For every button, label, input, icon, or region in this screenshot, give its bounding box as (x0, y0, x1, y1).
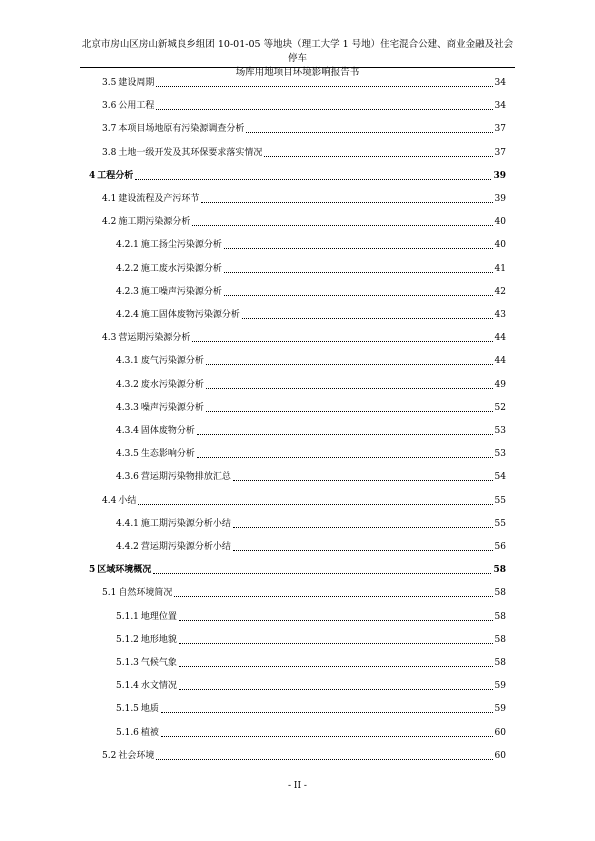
toc-dot-leader (156, 109, 492, 110)
toc-entry-title: 社会环境 (118, 750, 155, 761)
toc-entry-number: 4.3.3 (116, 402, 139, 413)
toc-entry[interactable] (116, 308, 506, 322)
toc-entry-number: 3.8 (102, 147, 117, 158)
toc-entry-title: 施工废水污染源分析 (140, 263, 222, 274)
toc-dot-leader (246, 132, 492, 133)
toc-entry-title: 施工扬尘污染源分析 (140, 240, 222, 251)
toc-entry-title: 小结 (118, 495, 137, 506)
toc-entry-title: 地理位置 (140, 611, 177, 622)
toc-entry[interactable] (116, 424, 506, 438)
toc-entry-page: 37 (494, 147, 506, 158)
toc-entry-title: 气候气象 (140, 658, 177, 668)
toc-entry-title: 施工期污染源分析小结 (140, 518, 231, 529)
toc-entry-title: 植被 (140, 727, 159, 738)
toc-entry-number: 4.2.4 (116, 310, 139, 320)
toc-entry-page: 37 (494, 124, 506, 135)
toc-entry-page: 59 (494, 704, 506, 715)
toc-entry-number: 5.1.5 (116, 704, 139, 715)
toc-dot-leader (264, 156, 492, 157)
toc-dot-leader (206, 364, 493, 365)
toc-entry-page: 52 (494, 402, 506, 413)
toc-entry-page: 34 (494, 78, 506, 88)
toc-entry-title: 营运期污染物排放汇总 (140, 472, 231, 483)
toc-entry-number: 5.1.4 (116, 681, 139, 692)
toc-entry-number: 4.4 (102, 495, 117, 506)
toc-dot-leader (135, 179, 491, 180)
toc-entry[interactable] (116, 679, 506, 693)
toc-entry[interactable] (116, 447, 506, 461)
toc-entry-title: 废水污染源分析 (140, 379, 204, 390)
toc-entry-page: 54 (494, 472, 506, 483)
toc-entry-page: 49 (494, 379, 506, 390)
toc-entry-number: 4.3 (102, 333, 117, 344)
toc-entry-page: 39 (494, 194, 506, 204)
toc-dot-leader (156, 759, 492, 760)
toc-entry-title: 公用工程 (118, 101, 155, 112)
toc-dot-leader (197, 434, 493, 435)
toc-entry-page: 53 (494, 426, 506, 436)
toc-entry-number: 5.1.2 (116, 634, 139, 645)
toc-entry-number: 4.3.6 (116, 472, 139, 483)
toc-entry-number: 4.3.4 (116, 426, 139, 436)
toc-dot-leader (233, 550, 493, 551)
toc-entry-page: 58 (494, 588, 506, 599)
toc-entry-number: 3.5 (102, 78, 117, 88)
toc-entry-page: 58 (494, 634, 506, 645)
toc-entry[interactable] (116, 517, 506, 531)
toc-entry-title: 工程分析 (97, 170, 134, 181)
toc-dot-leader (161, 712, 493, 713)
toc-entry-number: 5.1.1 (116, 611, 139, 622)
toc-entry-page: 41 (494, 263, 506, 274)
toc-dot-leader (161, 736, 493, 737)
toc-entry[interactable] (116, 610, 506, 624)
toc-entry-number: 4.3.5 (116, 449, 139, 460)
toc-dot-leader (192, 225, 492, 226)
toc-entry[interactable] (116, 238, 506, 252)
toc-entry[interactable] (102, 749, 506, 763)
toc-entry[interactable] (89, 169, 506, 183)
toc-entry[interactable] (102, 146, 506, 160)
toc-entry-title: 营运期污染源分析 (118, 333, 191, 344)
toc-entry-title: 生态影响分析 (140, 449, 195, 460)
toc-dot-leader (197, 457, 493, 458)
toc-entry-title: 本项目场地原有污染源调查分析 (118, 124, 245, 135)
toc-dot-leader (156, 86, 492, 87)
toc-entry-number: 5 (89, 565, 96, 576)
toc-entry-title: 营运期污染源分析小结 (140, 542, 231, 552)
toc-entry-page: 40 (494, 217, 506, 228)
toc-entry-page: 60 (494, 727, 506, 738)
toc-entry[interactable] (102, 331, 506, 345)
toc-entry-title: 地形地貌 (140, 634, 177, 645)
toc-entry-number: 3.6 (102, 101, 117, 112)
toc-dot-leader (224, 248, 493, 249)
toc-entry-page: 58 (494, 611, 506, 622)
toc-dot-leader (233, 480, 493, 481)
toc-entry[interactable] (102, 99, 506, 113)
toc-entry-number: 4.1 (102, 194, 117, 204)
toc-entry[interactable] (102, 215, 506, 229)
header-title-line1: 北京市房山区房山新城良乡组团 10-01-05 等地块（理工大学 1 号地）住宅混合公建、商业金融及社会停车 (81, 39, 514, 64)
toc-entry[interactable] (116, 540, 506, 554)
toc-entry-title: 废气污染源分析 (140, 356, 204, 367)
toc-entry-page: 40 (494, 240, 506, 251)
toc-entry-number: 5.1.3 (116, 658, 139, 668)
toc-entry-number: 4.3.2 (116, 379, 139, 390)
toc-entry[interactable] (102, 586, 506, 600)
toc-entry[interactable] (89, 563, 506, 577)
toc-entry[interactable] (102, 192, 506, 206)
toc-entry-number: 4.4.2 (116, 542, 139, 552)
toc-entry-page: 59 (494, 681, 506, 692)
toc-entry[interactable] (116, 726, 506, 740)
toc-entry[interactable] (116, 656, 506, 670)
toc-entry-number: 4.2.1 (116, 240, 139, 251)
toc-entry-page: 55 (494, 518, 506, 529)
page-number: - II - (288, 781, 307, 791)
toc-entry-title: 施工噪声污染源分析 (140, 286, 222, 297)
toc-entry-title: 建设周期 (118, 78, 155, 88)
toc-dot-leader (206, 388, 493, 389)
toc-entry[interactable] (102, 494, 506, 508)
toc-entry[interactable] (116, 702, 506, 716)
toc-entry-page: 60 (494, 750, 506, 761)
toc-entry-number: 5.1 (102, 588, 117, 599)
toc-entry[interactable] (116, 262, 506, 276)
toc-entry[interactable] (116, 354, 506, 368)
toc-entry[interactable] (116, 633, 506, 647)
toc-entry-title: 区域环境概况 (97, 565, 152, 576)
toc-dot-leader (224, 295, 493, 296)
toc-entry-number: 3.7 (102, 124, 117, 135)
toc-entry[interactable] (116, 378, 506, 392)
toc-entry-title: 建设流程及产污环节 (118, 194, 200, 204)
toc-entry-number: 4.4.1 (116, 518, 139, 529)
toc-entry-page: 58 (493, 565, 506, 576)
toc-entry-title: 施工期污染源分析 (118, 217, 191, 228)
toc-entry-number: 5.1.6 (116, 727, 139, 738)
toc-entry-page: 55 (494, 495, 506, 506)
header-title-line2: 场库用地项目环境影响报告书 (235, 67, 360, 78)
toc-dot-leader (179, 689, 493, 690)
toc-dot-leader (224, 272, 493, 273)
toc-entry[interactable] (102, 76, 506, 90)
toc-entry-title: 固体废物分析 (140, 426, 195, 436)
toc-dot-leader (174, 596, 492, 597)
toc-dot-leader (192, 341, 492, 342)
toc-entry-title: 地质 (140, 704, 159, 715)
toc-entry-number: 4.2.2 (116, 263, 139, 274)
toc-dot-leader (179, 643, 493, 644)
toc-dot-leader (179, 620, 493, 621)
toc-entry[interactable] (102, 122, 506, 136)
toc-entry-number: 4.2.3 (116, 286, 139, 297)
toc-entry-number: 4 (89, 170, 96, 181)
toc-entry-title: 土地一级开发及其环保要求落实情况 (118, 147, 263, 158)
toc-entry-title: 水文情况 (140, 681, 177, 692)
toc-dot-leader (138, 504, 492, 505)
toc-dot-leader (153, 573, 491, 574)
toc-entry[interactable] (116, 470, 506, 484)
toc-entry-page: 39 (493, 170, 506, 181)
toc-entry-title: 施工固体废物污染源分析 (140, 310, 240, 320)
toc-entry-page: 34 (494, 101, 506, 112)
toc-dot-leader (233, 527, 493, 528)
toc-entry-page: 44 (494, 356, 506, 367)
toc-entry[interactable] (116, 285, 506, 299)
toc-entry-page: 58 (494, 658, 506, 668)
toc-dot-leader (201, 202, 492, 203)
toc-entry-page: 53 (494, 449, 506, 460)
toc-entry-number: 4.3.1 (116, 356, 139, 367)
toc-dot-leader (179, 666, 493, 667)
toc-entry[interactable] (116, 401, 506, 415)
toc-entry-title: 噪声污染源分析 (140, 402, 204, 413)
toc-entry-page: 56 (494, 542, 506, 552)
toc-entry-number: 4.2 (102, 217, 117, 228)
toc-entry-title: 自然环境简况 (118, 588, 173, 599)
toc-entry-page: 44 (494, 333, 506, 344)
toc-entry-page: 42 (494, 286, 506, 297)
toc-dot-leader (206, 411, 493, 412)
toc-entry-page: 43 (494, 310, 506, 320)
toc-dot-leader (242, 318, 493, 319)
toc-entry-number: 5.2 (102, 750, 117, 761)
